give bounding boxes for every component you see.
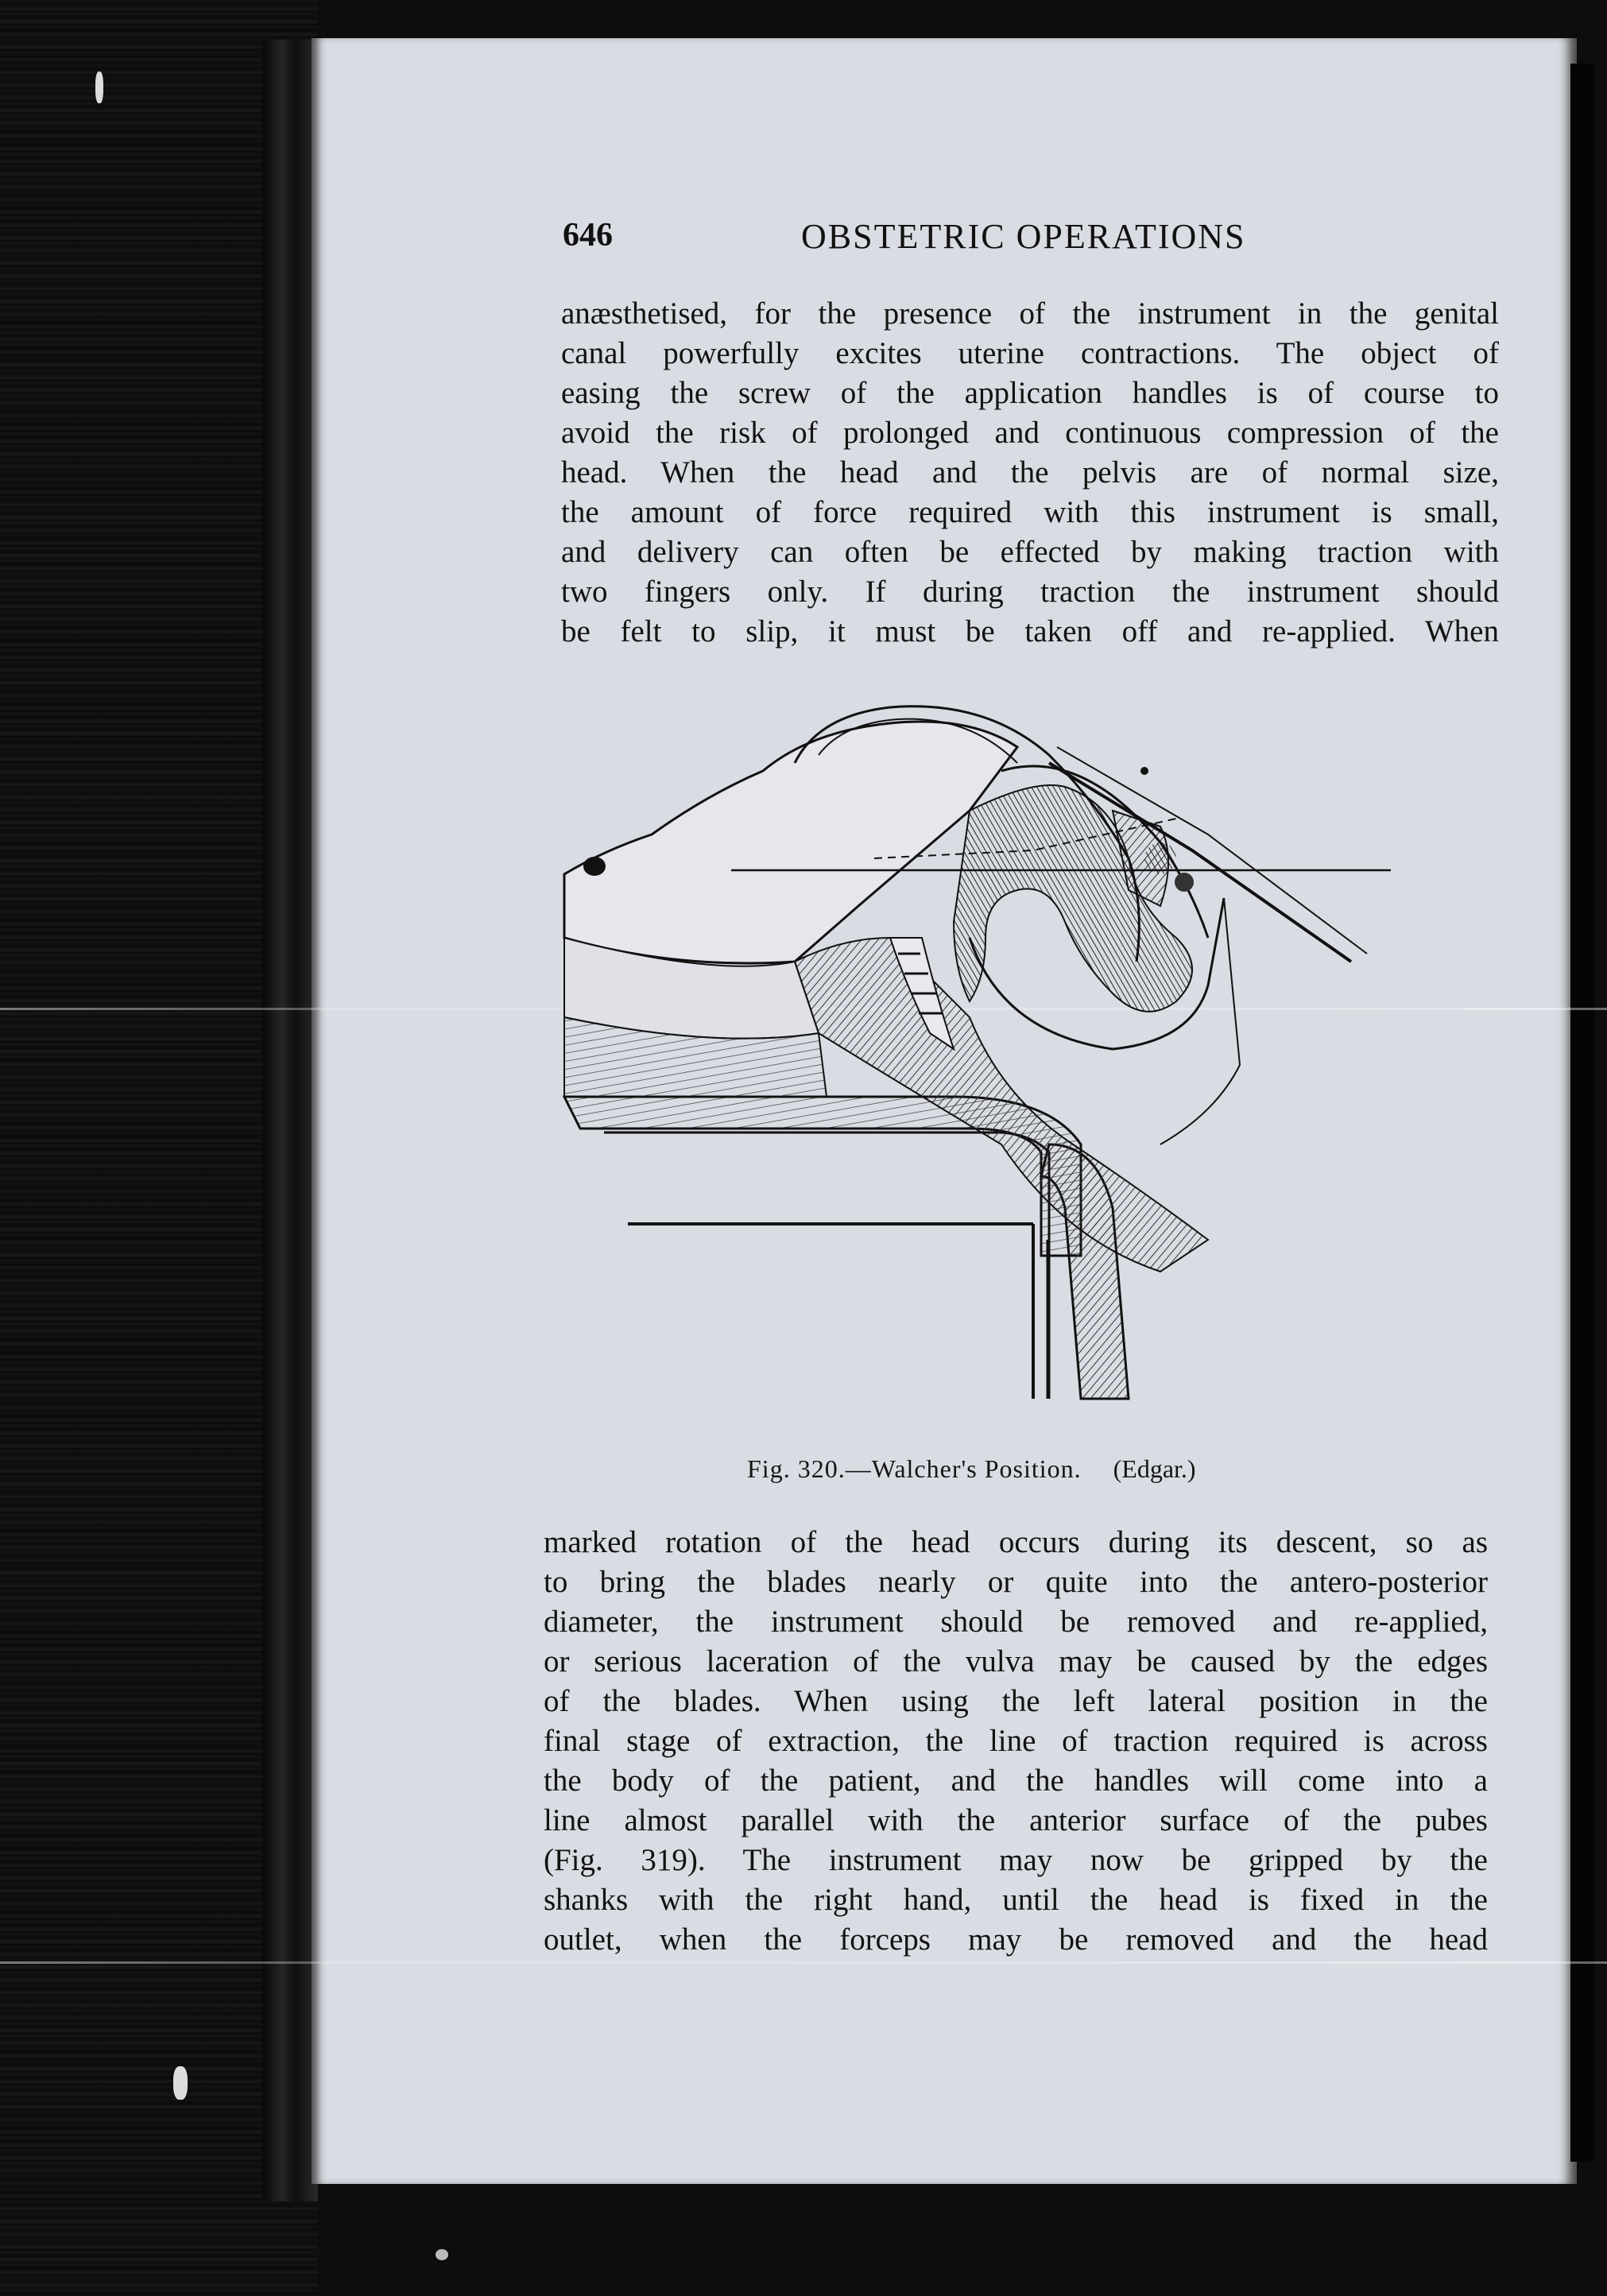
text-line: of the blades. When using the left lateral position in the: [544, 1684, 1488, 1718]
text-line: two fingers only. If during traction the instrument should: [561, 575, 1499, 609]
page-header: [563, 216, 1485, 264]
text-line: the amount of force required with this instrument is small,: [561, 495, 1499, 529]
figure-caption-credit: (Edgar.): [1113, 1454, 1196, 1483]
text-line: and delivery can often be effected by making traction with: [561, 535, 1499, 569]
text-line: shanks with the right hand, until the head is fixed in the: [544, 1883, 1488, 1917]
text-line: line almost parallel with the anterior surface of the pubes: [544, 1803, 1488, 1837]
text-line: marked rotation of the head occurs during its descent, so as: [544, 1525, 1488, 1559]
paragraph-bottom: [544, 1523, 1488, 1960]
running-head: OBSTETRIC OPERATIONS: [801, 217, 1246, 256]
text-line: outlet, when the forceps may be removed and the head: [544, 1922, 1488, 1957]
text-line: anæsthetised, for the presence of the instrument in the genital: [561, 296, 1499, 331]
book-spine: [262, 40, 318, 2201]
walchers-position-illustration: [556, 699, 1399, 1462]
text-line: or serious laceration of the vulva may be caused by the edges: [544, 1644, 1488, 1678]
text-line: canal powerfully excites uterine contractions. The object of: [561, 336, 1499, 370]
text-line: (Fig. 319). The instrument may now be gripped by the: [544, 1843, 1488, 1877]
figure-caption: [747, 1454, 1383, 1484]
text-line: easing the screw of the application handles is of course to: [561, 376, 1499, 410]
figure-caption-label: Fig. 320.—Walcher's Position.: [747, 1454, 1082, 1483]
scan-speck: [95, 72, 103, 103]
scan-artifact-line: [0, 1961, 1607, 1964]
paragraph-top: [561, 294, 1499, 652]
page-edge-shadow: [1570, 64, 1594, 2162]
scan-speck: [173, 2066, 188, 2100]
text-line: avoid the risk of prolonged and continuous compression of the: [561, 416, 1499, 450]
page-number: 646: [563, 217, 613, 254]
text-line: diameter, the instrument should be removed and re-applied,: [544, 1605, 1488, 1639]
text-line: the body of the patient, and the handles will come into a: [544, 1764, 1488, 1798]
text-line: to bring the blades nearly or quite into the antero-posterior: [544, 1565, 1488, 1599]
text-line: head. When the head and the pelvis are of normal size,: [561, 455, 1499, 490]
scan-speck: [436, 2249, 448, 2260]
text-line: final stage of extraction, the line of traction required is across: [544, 1724, 1488, 1758]
text-line: be felt to slip, it must be taken off and re-applied. When: [561, 614, 1499, 649]
